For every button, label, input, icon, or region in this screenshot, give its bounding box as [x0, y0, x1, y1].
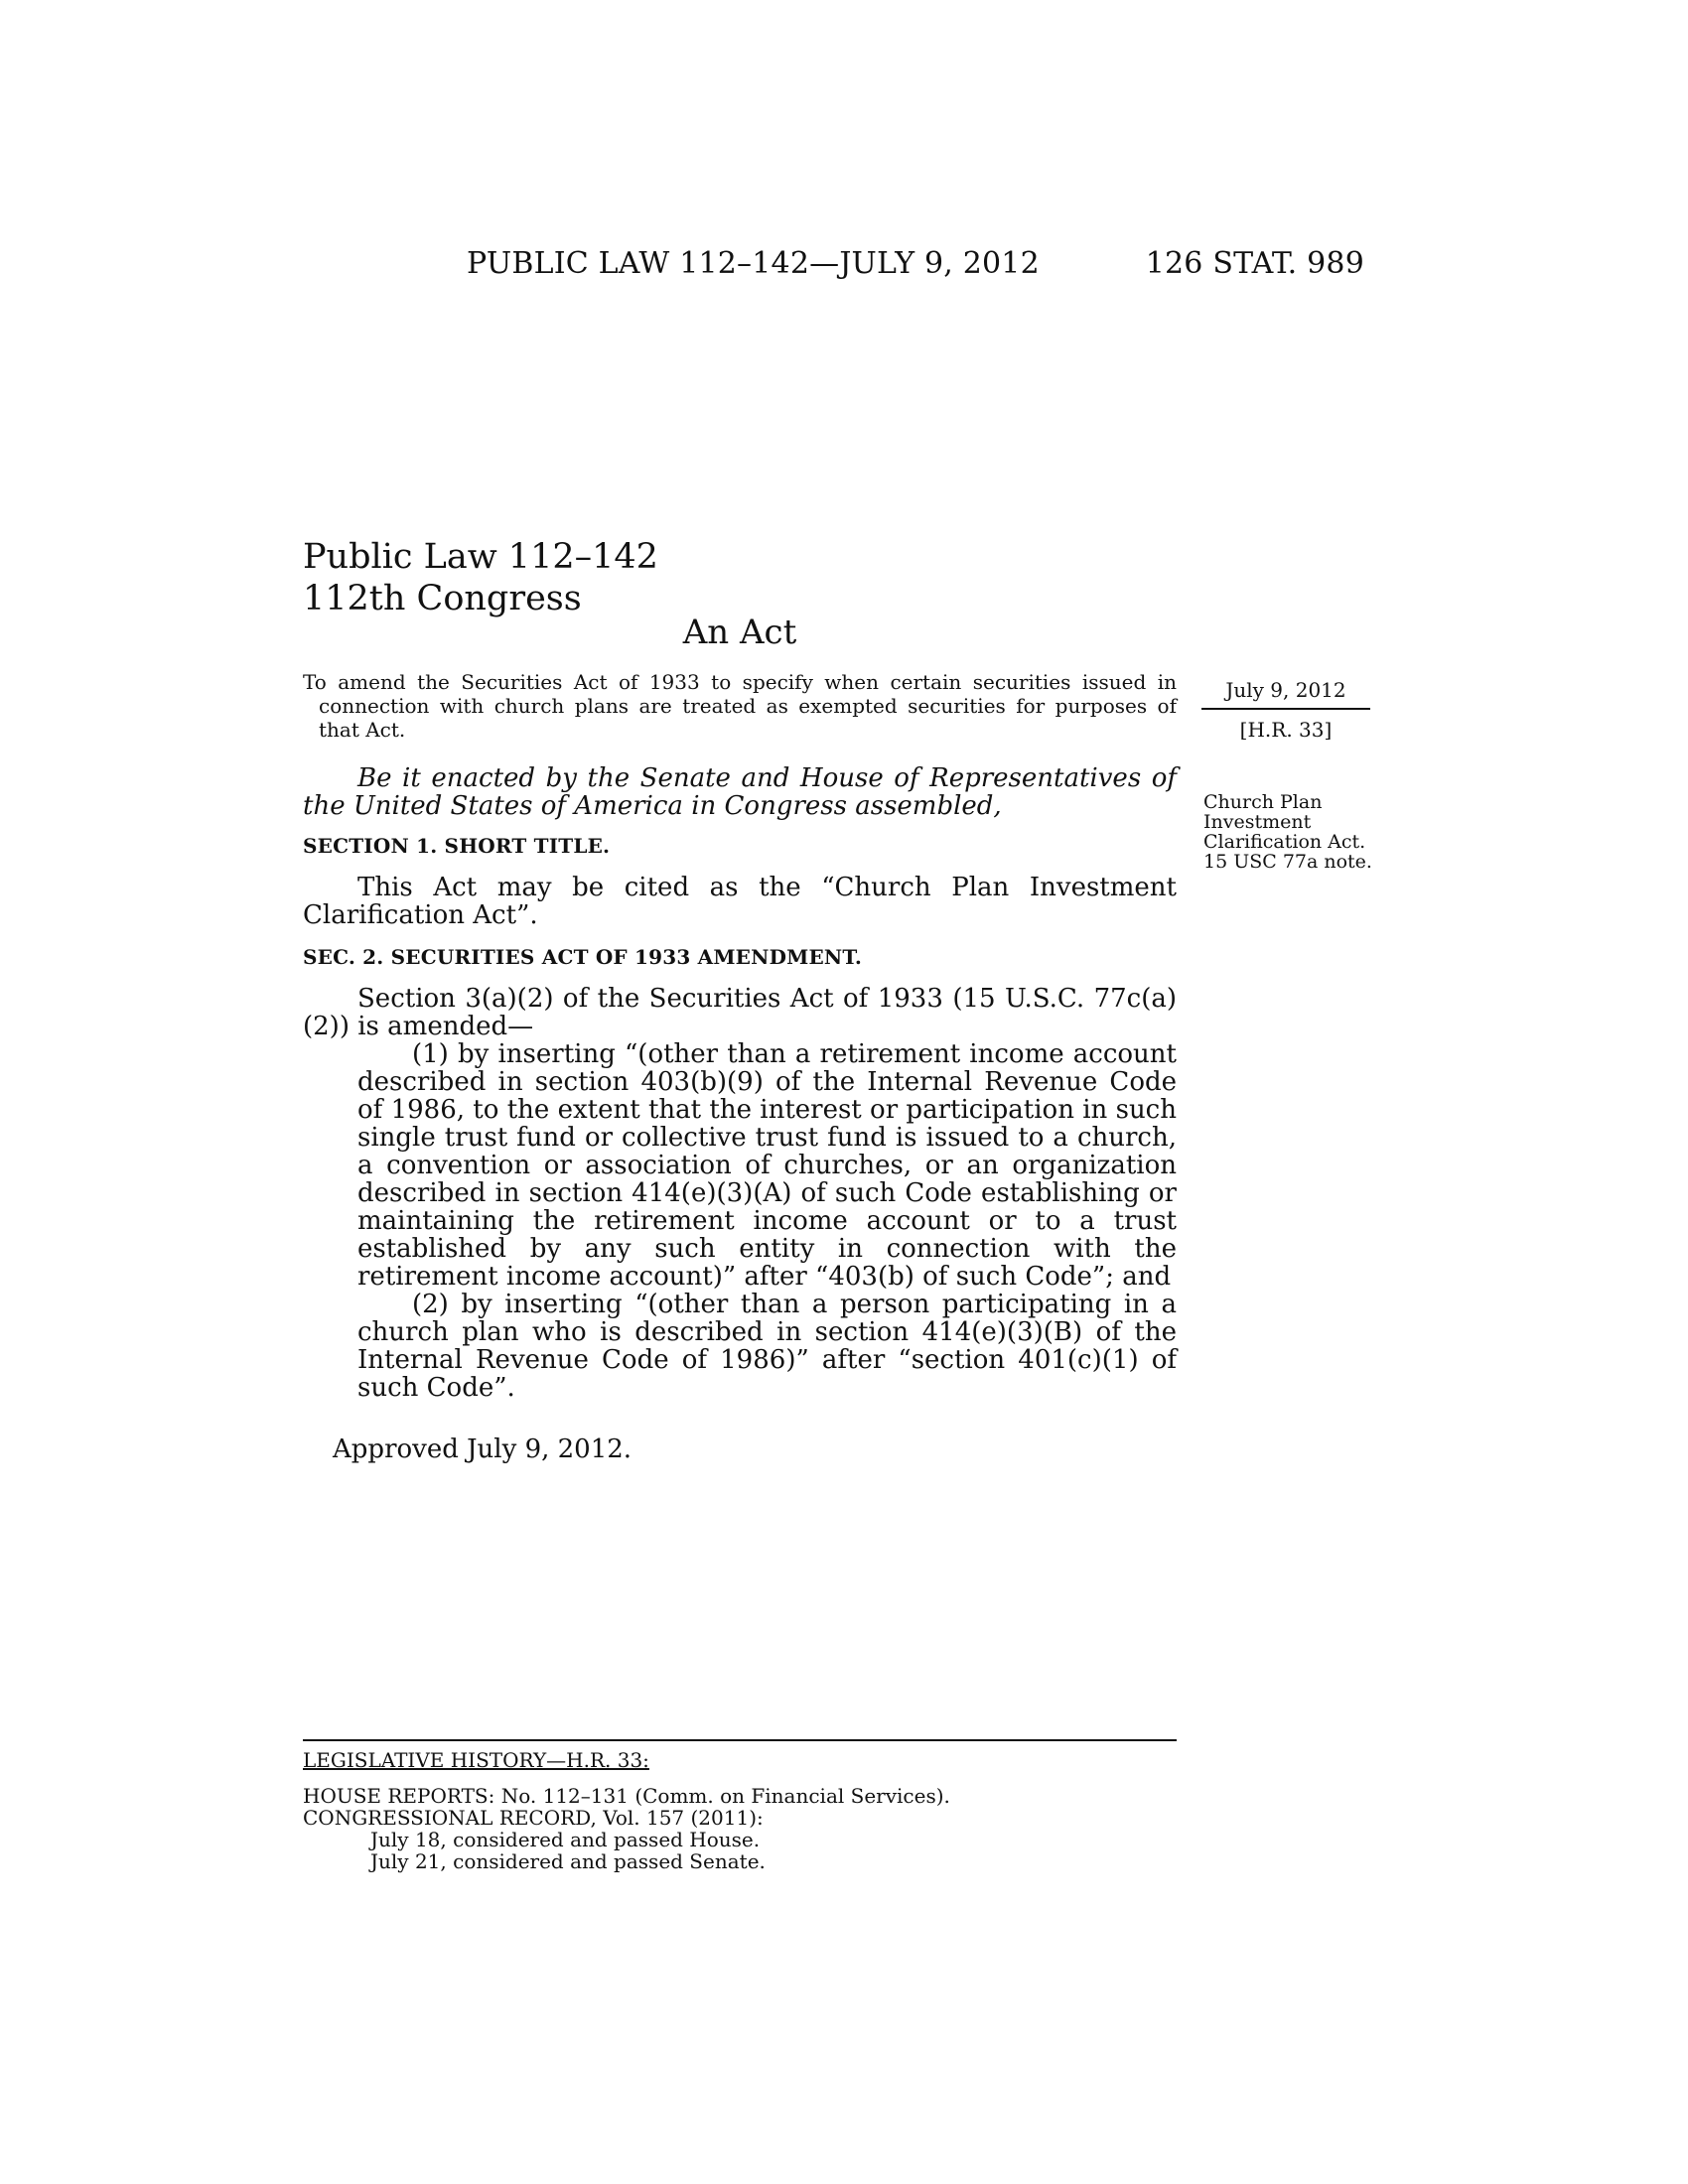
margin-note-line: Investment: [1203, 811, 1312, 833]
page-citation: 126 STAT. 989: [1145, 246, 1364, 281]
section-2-clause-2: (2) by inserting “(other than a person participating in a church plan who is described in section 414(e)(3)(B) of the Internal Revenue Code of 1986)” after “section 401(c)(1) of such Code”.: [357, 1290, 1177, 1403]
long-title: To amend the Securities Act of 1933 to specify when certain securities issued in connection with church plans are treated as exempted securities for purposes of that Act.: [303, 670, 1177, 742]
footer-divider: [303, 1739, 1177, 1741]
public-law-number: Public Law 112–142: [303, 537, 658, 577]
history-event: July 21, considered and passed Senate.: [370, 1849, 766, 1873]
section-2-heading: SEC. 2. SECURITIES ACT OF 1933 AMENDMENT.: [303, 945, 863, 969]
act-body: [303, 764, 1177, 1463]
margin-date: July 9, 2012: [1225, 678, 1346, 702]
congress-number: 112th Congress: [303, 579, 582, 618]
house-reports: HOUSE REPORTS: No. 112–131 (Comm. on Financial Services).: [303, 1784, 950, 1808]
margin-note-line: Church Plan: [1203, 791, 1323, 813]
margin-note: [1203, 792, 1402, 872]
section-1-heading: SECTION 1. SHORT TITLE.: [303, 834, 611, 858]
running-head-left: PUBLIC LAW 112–142—JULY 9, 2012: [467, 246, 1040, 281]
section-2-intro: Section 3(a)(2) of the Securities Act of 1933 (15 U.S.C. 77c(a)(2)) is amended—: [303, 984, 1177, 1041]
section-2-clause-1: (1) by inserting “(other than a retirement income account described in section 403(b)(9) of the Internal Revenue Code of 1986, to the extent that the interest or participation in such single trust fund or collective trust fund is issued to a church, a convention or association of churches, or an organization described in section 414(e)(3)(A) of such Code establishing or maintaining the retirement income account or to a trust established by any such entity in connection with the retirement income account)” after “403(b) of such Code”; and: [357, 1039, 1177, 1292]
legislative-history-title: LEGISLATIVE HISTORY—H.R. 33:: [303, 1748, 649, 1772]
congressional-record: CONGRESSIONAL RECORD, Vol. 157 (2011):: [303, 1806, 764, 1830]
section-1-text: This Act may be cited as the “Church Plan Investment Clarification Act”.: [303, 873, 1177, 930]
margin-note-line: Clarification Act.: [1203, 831, 1366, 853]
margin-divider: [1201, 708, 1370, 710]
act-heading: An Act: [682, 613, 797, 652]
margin-bill-number: [H.R. 33]: [1239, 718, 1333, 742]
enacting-clause: Be it enacted by the Senate and House of Representatives of the United States of America in Congress assembled,: [303, 763, 1177, 821]
margin-date-block: [1201, 678, 1370, 742]
approval-date: Approved July 9, 2012.: [333, 1434, 633, 1464]
margin-note-line: 15 USC 77a note.: [1203, 851, 1372, 873]
history-event: July 18, considered and passed House.: [370, 1828, 761, 1851]
legislative-history: [303, 1739, 1177, 1872]
law-title-block: [303, 536, 658, 619]
